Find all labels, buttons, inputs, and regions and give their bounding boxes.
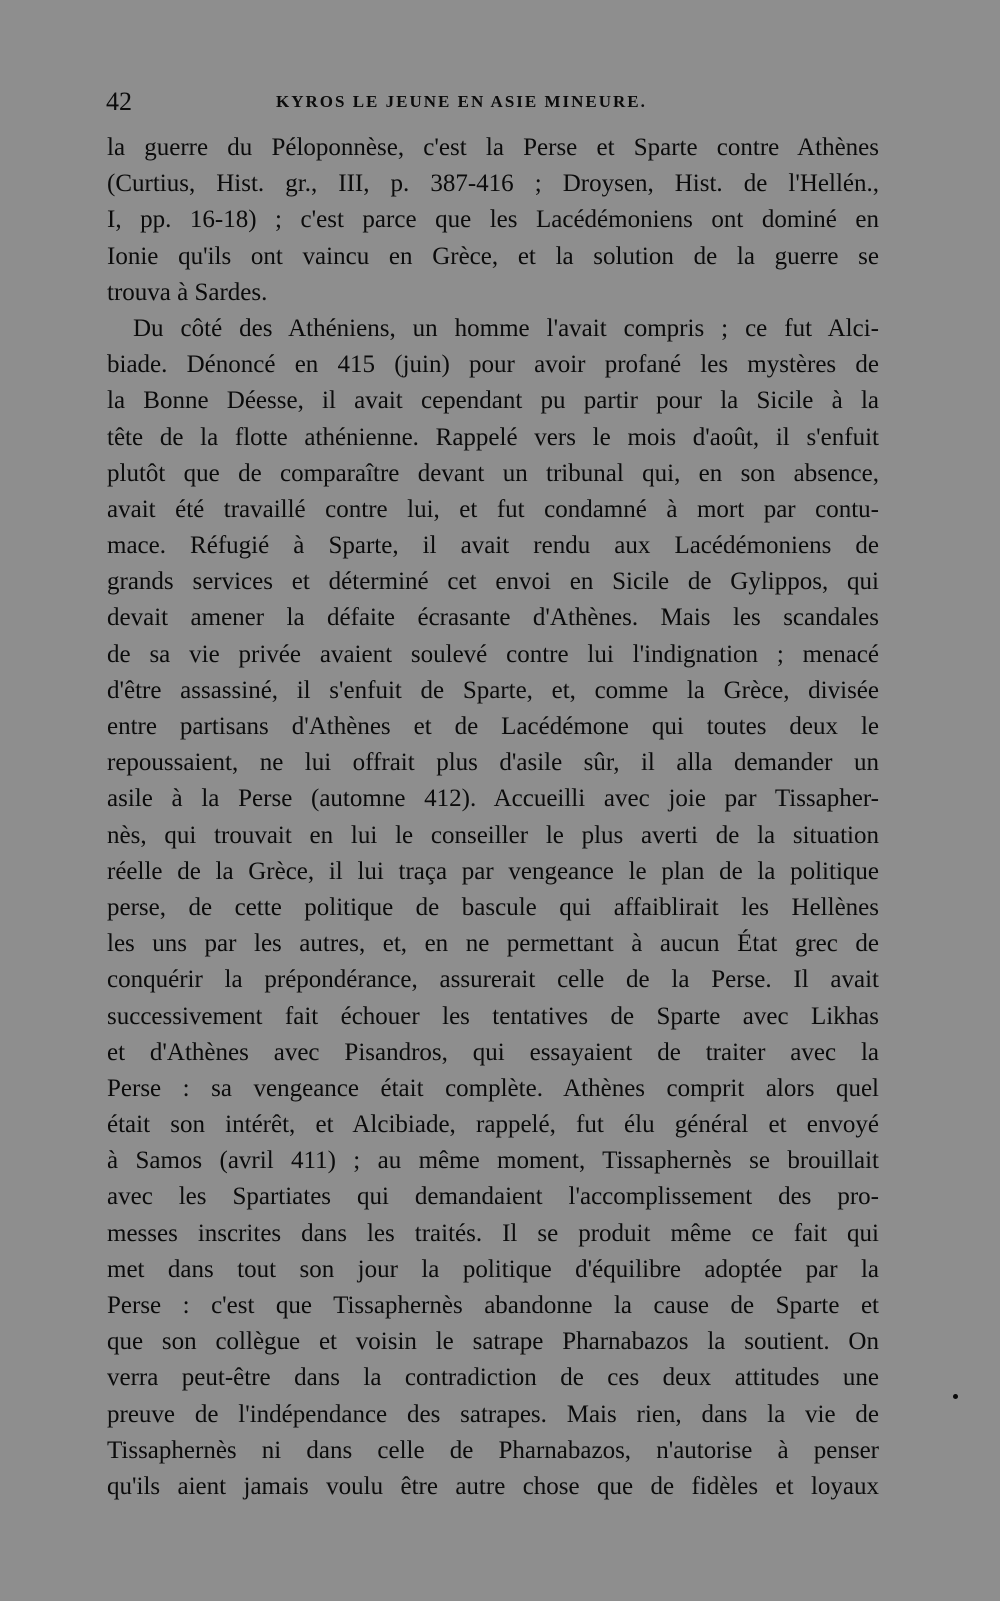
text-line: perse, de cette politique de bascule qui affaiblirait les Hellènes (107, 893, 879, 921)
text-line: mace. Réfugié à Sparte, il avait rendu aux Lacédémoniens de (107, 532, 879, 560)
text-line: trouva à Sardes. (107, 278, 268, 306)
page-number: 42 (106, 87, 132, 116)
text-line: grands services et déterminé cet envoi en Sicile de Gylippos, qui (107, 568, 879, 596)
text-line: conquérir la prépondérance, assurerait celle de la Perse. Il avait (107, 966, 879, 994)
scan-speck (953, 1394, 958, 1399)
text-line: met dans tout son jour la politique d'équilibre adoptée par la (107, 1255, 879, 1283)
text-line: plutôt que de comparaître devant un tribunal qui, en son absence, (107, 459, 879, 487)
text-line: Perse : c'est que Tissaphernès abandonne la cause de Sparte et (107, 1292, 879, 1319)
text-line: successivement fait échouer les tentatives de Sparte avec Likhas (107, 1002, 879, 1030)
text-line: que son collègue et voisin le satrape Pharnabazos la soutient. On (107, 1328, 879, 1356)
text-line: I, pp. 16-18) ; c'est parce que les Lacédémoniens ont dominé en (107, 206, 879, 234)
text-line: Du côté des Athéniens, un homme l'avait compris ; ce fut Alci- (133, 314, 879, 342)
text-line: la Bonne Déesse, il avait cependant pu partir pour la Sicile à la (107, 387, 879, 415)
text-line: Tissaphernès ni dans celle de Pharnabazos, n'autorise à penser (107, 1436, 879, 1464)
body-text (107, 130, 879, 1505)
text-line: entre partisans d'Athènes et de Lacédémone qui toutes deux le (107, 713, 879, 740)
text-line: réelle de la Grèce, il lui traça par vengeance le plan de la politique (107, 857, 879, 885)
text-line: à Samos (avril 411) ; au même moment, Tissaphernès se brouillait (107, 1147, 879, 1175)
text-line: d'être assassiné, il s'enfuit de Sparte, et, comme la Grèce, divisée (107, 676, 879, 704)
text-line: devait amener la défaite écrasante d'Athènes. Mais les scandales (107, 604, 879, 632)
text-line: messes inscrites dans les traités. Il se produit même ce fait qui (107, 1219, 879, 1247)
text-line: tête de la flotte athénienne. Rappelé vers le mois d'août, il s'enfuit (107, 423, 879, 451)
text-line: verra peut-être dans la contradiction de ces deux attitudes une (107, 1364, 879, 1392)
text-line: asile à la Perse (automne 412). Accueilli avec joie par Tissapher- (107, 785, 879, 813)
text-line: biade. Dénoncé en 415 (juin) pour avoir profané les mystères de (107, 351, 879, 379)
page-header (106, 86, 886, 118)
text-line: avec les Spartiates qui demandaient l'accomplissement des pro- (107, 1183, 879, 1211)
text-line: la guerre du Péloponnèse, c'est la Perse et Sparte contre Athènes (107, 134, 879, 161)
text-line: était son intérêt, et Alcibiade, rappelé, fut élu général et envoyé (107, 1111, 879, 1139)
text-line: et d'Athènes avec Pisandros, qui essayaient de traiter avec la (107, 1038, 879, 1066)
text-line: (Curtius, Hist. gr., III, p. 387-416 ; Droysen, Hist. de l'Hellén., (107, 170, 879, 198)
text-line: Perse : sa vengeance était complète. Athènes comprit alors quel (107, 1074, 879, 1102)
text-line: nès, qui trouvait en lui le conseiller le plus averti de la situation (107, 821, 879, 849)
text-line: Ionie qu'ils ont vaincu en Grèce, et la solution de la guerre se (107, 242, 879, 270)
text-line: qu'ils aient jamais voulu être autre chose que de fidèles et loyaux (107, 1472, 879, 1500)
text-line: preuve de l'indépendance des satrapes. Mais rien, dans la vie de (107, 1400, 879, 1428)
text-line: les uns par les autres, et, en ne permettant à aucun État grec de (107, 930, 879, 958)
text-line: de sa vie privée avaient soulevé contre lui l'indignation ; menacé (107, 640, 879, 668)
running-title: KYROS LE JEUNE EN ASIE MINEURE. (276, 92, 647, 111)
text-line: repoussaient, ne lui offrait plus d'asile sûr, il alla demander un (107, 749, 879, 777)
text-line: avait été travaillé contre lui, et fut condamné à mort par contu- (107, 495, 879, 523)
